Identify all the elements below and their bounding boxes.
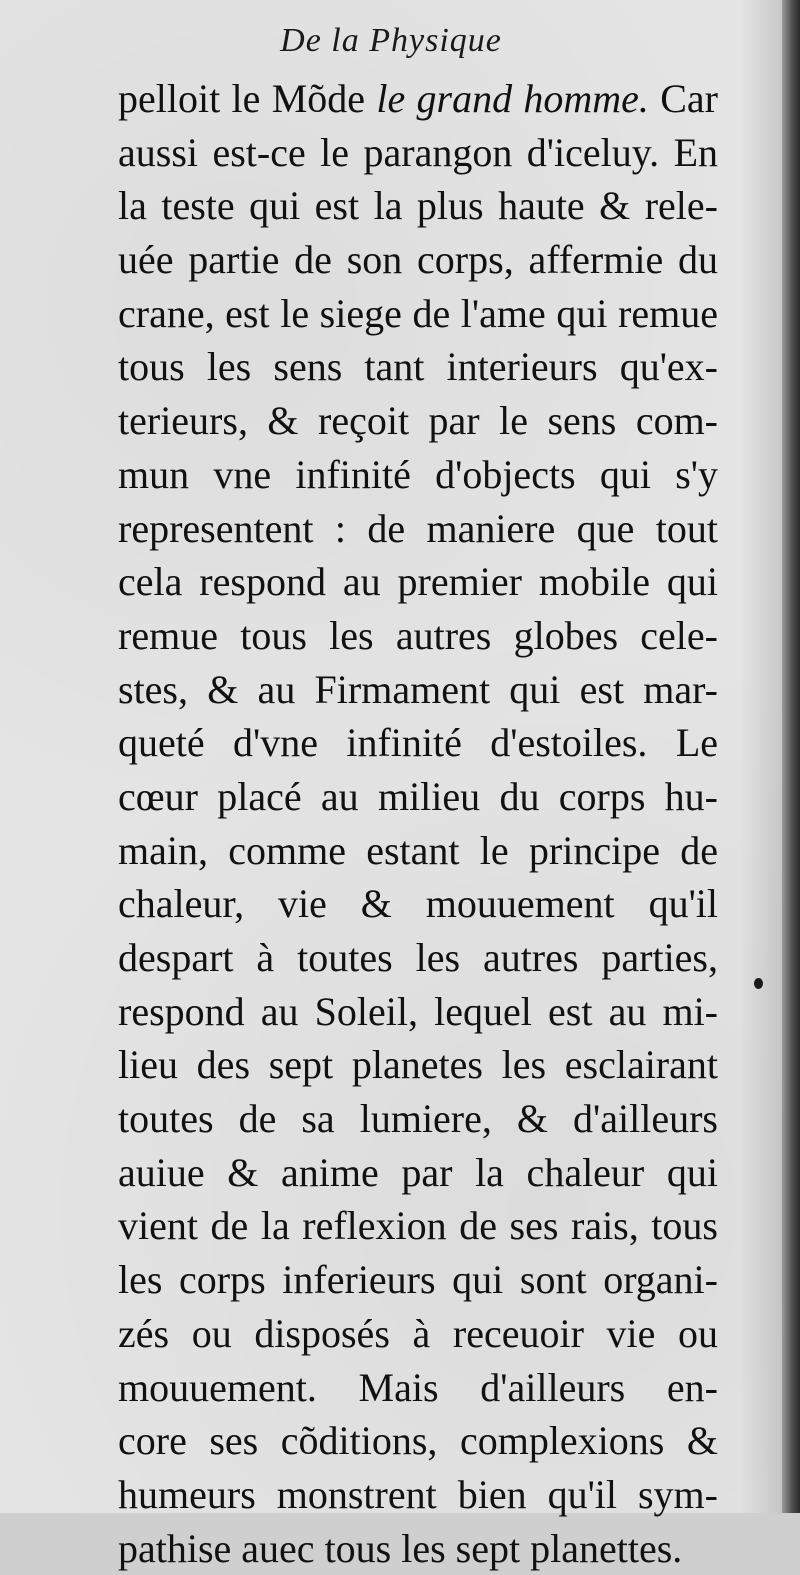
page-gutter-shadow bbox=[740, 0, 782, 1513]
text-segment: mouuement. Mais d'ailleurs en- bbox=[118, 1364, 718, 1410]
text-line bbox=[118, 1038, 718, 1092]
text-segment: cela respond au premier mobile qui bbox=[118, 559, 718, 605]
running-head: De la Physique bbox=[280, 22, 502, 59]
text-segment: auiue & anime par la chaleur qui bbox=[118, 1149, 718, 1195]
text-segment: humeurs monstrent bien qu'il sym- bbox=[118, 1471, 718, 1517]
text-line bbox=[118, 985, 718, 1039]
text-segment: remue tous les autres globes cele- bbox=[118, 612, 718, 658]
text-line bbox=[118, 555, 718, 609]
text-line bbox=[118, 663, 718, 717]
text-line bbox=[118, 931, 718, 985]
text-segment: zés ou disposés à receuoir vie ou bbox=[118, 1310, 718, 1356]
text-segment: lieu des sept planetes les esclairant bbox=[118, 1042, 718, 1088]
text-line bbox=[118, 179, 718, 233]
text-line bbox=[118, 287, 718, 341]
text-line bbox=[118, 770, 718, 824]
text-segment: crane, est le siege de l'ame qui remue bbox=[118, 290, 718, 336]
text-line bbox=[118, 340, 718, 394]
text-line bbox=[118, 877, 718, 931]
text-segment: Car bbox=[648, 76, 718, 121]
text-line bbox=[118, 233, 718, 287]
text-segment: tous les sens tant interieurs qu'ex- bbox=[118, 344, 718, 390]
binding-gutter bbox=[782, 0, 800, 1513]
text-line bbox=[118, 1414, 718, 1468]
text-line bbox=[118, 1522, 718, 1575]
text-line bbox=[118, 502, 718, 556]
text-line bbox=[118, 1307, 718, 1361]
text-segment: representent : de maniere que tout bbox=[118, 505, 718, 551]
text-segment: despart à toutes les autres parties, bbox=[118, 935, 718, 980]
text-segment: pathise auec tous les sept planettes. bbox=[118, 1525, 683, 1571]
text-segment: aussi est-ce le parangon d'iceluy. En bbox=[118, 129, 718, 175]
text-segment: terieurs, & reçoit par le sens com- bbox=[118, 398, 718, 444]
italic-segment: le grand homme. bbox=[376, 76, 649, 121]
text-segment: uée partie de son corps, affermie du bbox=[118, 237, 718, 283]
text-segment: toutes de sa lumiere, & d'ailleurs bbox=[118, 1096, 718, 1142]
text-segment: chaleur, vie & mouuement qu'il bbox=[118, 881, 718, 927]
body-text bbox=[118, 72, 718, 1575]
text-line bbox=[118, 609, 718, 663]
text-line bbox=[118, 1253, 718, 1307]
text-line bbox=[118, 1468, 718, 1522]
text-line bbox=[118, 126, 718, 180]
text-segment: respond au Soleil, lequel est au mi- bbox=[118, 988, 718, 1034]
text-segment: mun vne infinité d'objects qui s'y bbox=[118, 451, 718, 497]
text-line bbox=[118, 716, 718, 770]
text-line bbox=[118, 394, 718, 448]
text-segment: main, comme estant le principe de bbox=[118, 827, 718, 873]
text-segment: vient de la reflexion de ses rais, tous bbox=[118, 1203, 718, 1249]
text-segment: cœur placé au milieu du corps hu- bbox=[118, 773, 718, 819]
text-segment: pelloit le Mõde bbox=[118, 76, 377, 121]
text-line bbox=[118, 448, 718, 502]
text-line bbox=[118, 1092, 718, 1146]
text-line bbox=[118, 72, 718, 126]
text-segment: la teste qui est la plus haute & rele- bbox=[118, 183, 718, 229]
text-line bbox=[118, 1146, 718, 1200]
text-line bbox=[118, 824, 718, 878]
text-line bbox=[118, 1361, 718, 1415]
text-line bbox=[118, 1199, 718, 1253]
text-segment: les corps inferieurs qui sont organi- bbox=[118, 1257, 718, 1303]
text-segment: queté d'vne infinité d'estoiles. Le bbox=[118, 720, 718, 766]
text-segment: stes, & au Firmament qui est mar- bbox=[118, 666, 718, 712]
text-segment: core ses cõditions, complexions & bbox=[118, 1418, 718, 1464]
ink-spot-icon bbox=[754, 978, 763, 989]
